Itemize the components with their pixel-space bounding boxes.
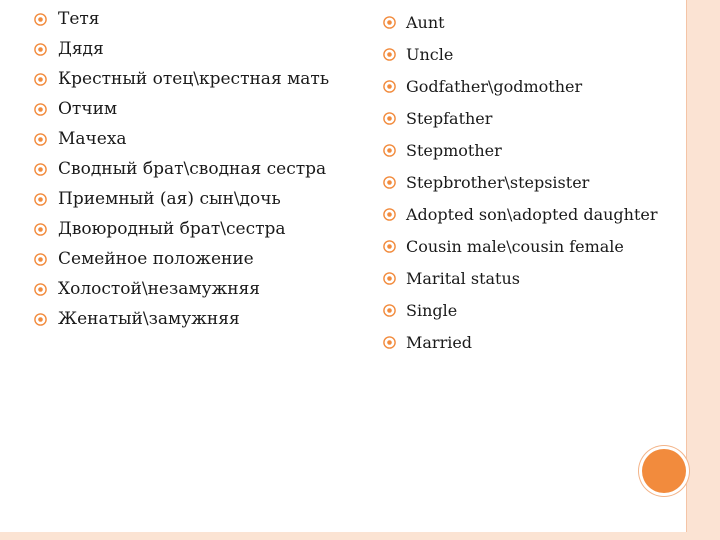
russian-term: Двоюродный брат\сестра [58, 219, 286, 239]
list-item [383, 166, 658, 198]
list-item [383, 326, 658, 358]
english-term: Stepfather [406, 108, 493, 128]
russian-term: Семейное положение [58, 249, 254, 269]
list-item [383, 102, 658, 134]
list-item [383, 38, 658, 70]
bullet-icon [34, 193, 47, 206]
bullet-icon [34, 223, 47, 236]
bullet-icon [383, 80, 396, 93]
bullet-icon [383, 208, 396, 221]
russian-term: Крестный отец\крестная мать [58, 69, 330, 89]
russian-term: Приемный (ая) сын\дочь [58, 189, 281, 209]
english-term: Stepmother [406, 140, 502, 160]
english-terms-list [383, 6, 658, 358]
russian-term: Холостой\незамужняя [58, 279, 261, 299]
bottom-decorative-stripe [0, 532, 720, 540]
list-item [34, 4, 329, 34]
right-decorative-stripe [686, 0, 720, 540]
bullet-icon [383, 272, 396, 285]
list-item [34, 64, 329, 94]
list-item [383, 6, 658, 38]
bullet-icon [383, 240, 396, 253]
list-item [383, 262, 658, 294]
bullet-icon [34, 73, 47, 86]
bullet-icon [383, 336, 396, 349]
english-term: Aunt [406, 12, 445, 32]
bullet-icon [383, 176, 396, 189]
list-item [34, 274, 329, 304]
english-term: Uncle [406, 44, 454, 64]
bullet-icon [383, 112, 396, 125]
russian-term: Тетя [58, 9, 100, 29]
list-item [34, 124, 329, 154]
bullet-icon [383, 144, 396, 157]
english-term: Single [406, 300, 458, 320]
bullet-icon [34, 43, 47, 56]
list-item [34, 154, 329, 184]
list-item [383, 230, 658, 262]
russian-term: Отчим [58, 99, 118, 119]
english-term: Godfather\godmother [406, 76, 583, 96]
list-item [383, 134, 658, 166]
list-item [383, 70, 658, 102]
english-term: Married [406, 332, 473, 352]
bullet-icon [34, 313, 47, 326]
right-stripe-border [686, 0, 687, 540]
russian-terms-list [34, 4, 329, 334]
list-item [34, 304, 329, 334]
english-term: Stepbrother\stepsister [406, 172, 590, 192]
decorative-circle [642, 449, 686, 493]
russian-term: Женатый\замужняя [58, 309, 240, 329]
bullet-icon [383, 16, 396, 29]
bullet-icon [34, 163, 47, 176]
russian-term: Дядя [58, 39, 104, 59]
list-item [34, 34, 329, 64]
bullet-icon [383, 48, 396, 61]
english-term: Adopted son\adopted daughter [406, 204, 658, 224]
russian-term: Мачеха [58, 129, 127, 149]
english-term: Marital status [406, 268, 520, 288]
bullet-icon [34, 253, 47, 266]
list-item [34, 214, 329, 244]
list-item [34, 94, 329, 124]
bullet-icon [34, 283, 47, 296]
bullet-icon [34, 103, 47, 116]
english-term: Cousin male\cousin female [406, 236, 624, 256]
list-item [34, 184, 329, 214]
russian-term: Сводный брат\сводная сестра [58, 159, 327, 179]
bullet-icon [383, 304, 396, 317]
bullet-icon [34, 133, 47, 146]
bullet-icon [34, 13, 47, 26]
list-item [34, 244, 329, 274]
list-item [383, 294, 658, 326]
list-item [383, 198, 658, 230]
